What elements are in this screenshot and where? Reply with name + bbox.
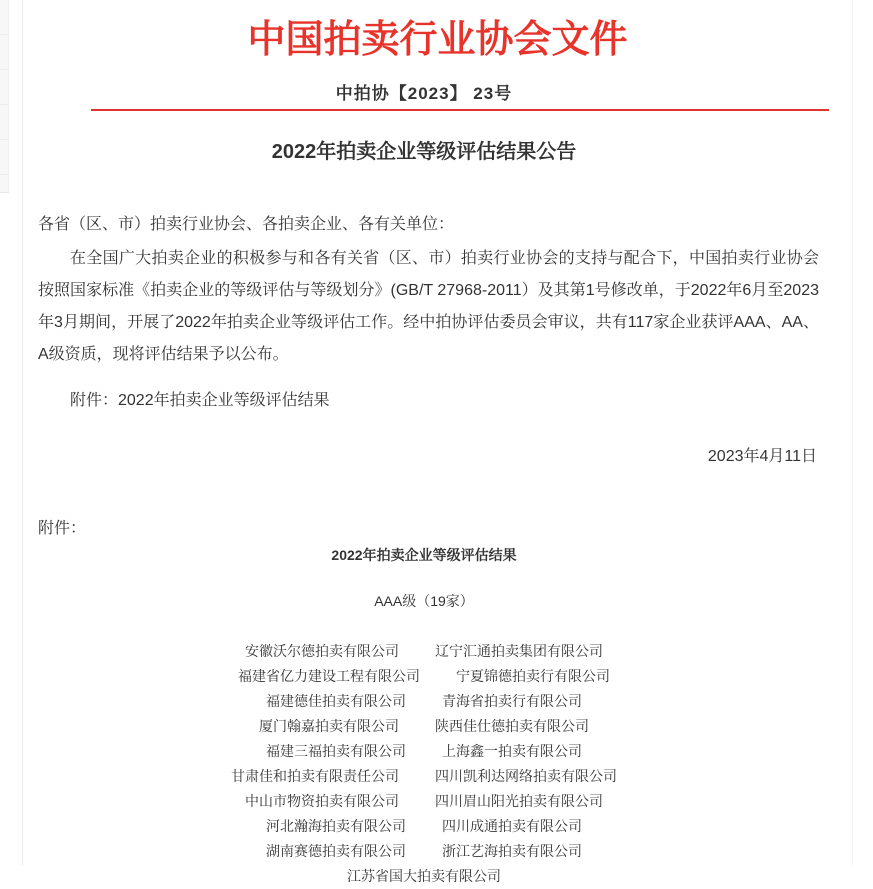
company-name: 湖南赛德拍卖有限公司 <box>266 843 406 859</box>
document-page <box>22 0 853 884</box>
company-row <box>23 839 825 864</box>
announcement-title: 2022年拍卖企业等级评估结果公告 <box>271 141 577 163</box>
company-row <box>23 714 825 739</box>
company-name: 青海省拍卖行有限公司 <box>442 693 582 709</box>
company-row <box>23 789 825 814</box>
company-name: 福建省亿力建设工程有限公司 <box>238 668 420 684</box>
doc-date: 2023年4月11日 <box>707 448 817 465</box>
company-name: 福建德佳拍卖有限公司 <box>266 693 406 709</box>
company-row <box>23 689 825 714</box>
company-name: 甘肃佳和拍卖有限责任公司 <box>231 768 399 784</box>
company-name: 上海鑫一拍卖有限公司 <box>442 743 582 759</box>
company-row <box>23 814 825 839</box>
salutation-line: 各省（区、市）拍卖行业协会、各拍卖企业、各有关单位： <box>38 216 455 233</box>
company-row <box>23 664 825 689</box>
company-row <box>23 864 825 889</box>
company-name: 中山市物资拍卖有限公司 <box>245 793 399 809</box>
company-name: 四川成通拍卖有限公司 <box>442 818 582 834</box>
company-name: 四川凯利达网络拍卖有限公司 <box>435 768 617 784</box>
doc-header-title: 中国拍卖行业协会文件 <box>247 19 628 61</box>
attachment-heading: 2022年拍卖企业等级评估结果 <box>331 547 517 563</box>
company-name: 浙江艺海拍卖有限公司 <box>442 843 582 859</box>
attachment-label: 附件： <box>38 520 87 537</box>
company-name: 辽宁汇通拍卖集团有限公司 <box>435 643 603 659</box>
company-name: 陕西佳仕德拍卖有限公司 <box>435 718 589 734</box>
company-name: 江苏省国大拍卖有限公司 <box>347 868 501 884</box>
company-row <box>23 764 825 789</box>
company-list <box>23 639 852 889</box>
left-edge-strip <box>0 0 9 193</box>
company-name: 四川眉山阳光拍卖有限公司 <box>435 793 603 809</box>
red-divider-rule <box>91 109 829 111</box>
company-row <box>23 739 825 764</box>
company-name: 河北瀚海拍卖有限公司 <box>266 818 406 834</box>
company-name: 福建三福拍卖有限公司 <box>266 743 406 759</box>
body-paragraph: 在全国广大拍卖企业的积极参与和各有关省（区、市）拍卖行业协会的支持与配合下，中国拍卖行业协会按照国家标准《拍卖企业的等级评估与等级划分》(GB/T 27968-2011）及其第1号修改单，于2022年6月至2023年3月期间，开展了2022年拍卖企业等级评估工作。经中拍协评估委员会审议，共有117家企业获评AAA、AA、A级资质，现将评估结果予以公布。 <box>38 250 819 363</box>
attachment-note: 附件：2022年拍卖企业等级评估结果 <box>70 392 330 409</box>
grade-heading: AAA级（19家） <box>374 593 474 609</box>
company-name: 宁夏锦德拍卖行有限公司 <box>456 668 610 684</box>
company-name: 安徽沃尔德拍卖有限公司 <box>245 643 399 659</box>
doc-number: 中拍协【2023】 23号 <box>335 84 513 103</box>
company-row <box>23 639 825 664</box>
company-name: 厦门翰嘉拍卖有限公司 <box>259 718 399 734</box>
